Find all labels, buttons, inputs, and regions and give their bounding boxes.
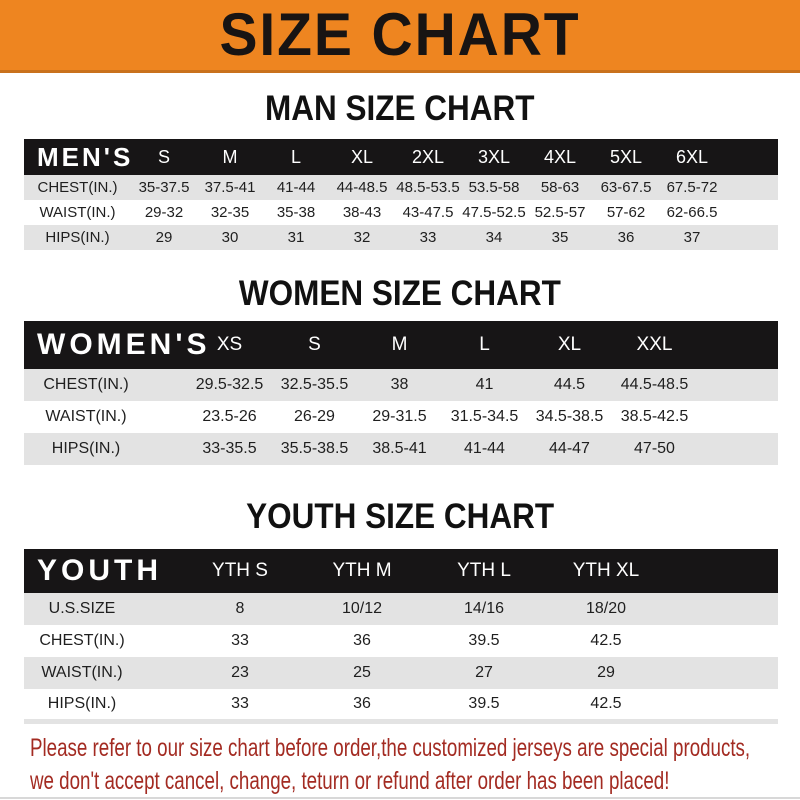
- size-cell: 47.5-52.5: [462, 204, 526, 221]
- row-label: HIPS(IN.): [51, 440, 121, 457]
- row-label: CHEST(IN.): [43, 376, 129, 393]
- size-cell: 42.5: [590, 632, 622, 649]
- table-row: [24, 175, 778, 200]
- men-size-table: [24, 139, 778, 250]
- size-cell: 31.5-34.5: [450, 408, 519, 425]
- size-cell: 18/20: [585, 600, 627, 617]
- men-section-heading-wrap: [0, 89, 800, 129]
- men-table-title: MEN'S: [24, 139, 131, 175]
- size-cell: 52.5-57: [534, 204, 586, 221]
- men-column-header: 2XL: [395, 139, 461, 175]
- filler-cell: [697, 369, 778, 401]
- filler-cell: [667, 593, 778, 625]
- size-cell: 10/12: [341, 600, 383, 617]
- youth-table-title: YOUTH: [24, 549, 179, 593]
- size-cell: 34.5-38.5: [535, 408, 604, 425]
- size-cell: 44-47: [549, 440, 590, 457]
- filler-cell: [667, 689, 778, 721]
- table-row: [24, 433, 778, 465]
- women-column-header: L: [442, 321, 527, 369]
- header-filler: [697, 321, 778, 369]
- size-cell: 44.5-48.5: [620, 376, 689, 393]
- women-column-header: M: [357, 321, 442, 369]
- row-label: CHEST(IN.): [37, 179, 118, 196]
- women-header-row: [24, 321, 778, 369]
- size-cell: 14/16: [463, 600, 505, 617]
- size-cell: 41-44: [276, 179, 316, 196]
- size-cell: 44-48.5: [336, 179, 388, 196]
- size-cell: 67.5-72: [666, 179, 718, 196]
- size-cell: 36: [617, 229, 635, 246]
- women-table-title: WOMEN'S: [24, 321, 187, 369]
- filler-cell: [725, 225, 778, 250]
- row-label: WAIST(IN.): [45, 408, 127, 425]
- women-column-header: XS: [187, 321, 272, 369]
- row-label: CHEST(IN.): [39, 632, 125, 649]
- size-cell: 33: [419, 229, 437, 246]
- filler-cell: [667, 625, 778, 657]
- banner-title: SIZE CHART: [219, 1, 581, 68]
- size-cell: 41: [475, 376, 494, 393]
- size-cell: 35: [551, 229, 569, 246]
- table-row: [24, 657, 778, 689]
- header-filler: [667, 549, 778, 593]
- size-cell: 47-50: [634, 440, 675, 457]
- row-label: U.S.SIZE: [48, 600, 116, 617]
- size-cell: 37: [683, 229, 701, 246]
- size-cell: 33-35.5: [202, 440, 257, 457]
- filler-cell: [725, 175, 778, 200]
- men-column-header: L: [263, 139, 329, 175]
- size-cell: 43-47.5: [402, 204, 454, 221]
- men-column-header: M: [197, 139, 263, 175]
- table-row: [24, 225, 778, 250]
- size-cell: 63-67.5: [600, 179, 652, 196]
- size-cell: 41-44: [464, 440, 505, 457]
- men-column-header: 6XL: [659, 139, 725, 175]
- women-column-header: XXL: [612, 321, 697, 369]
- footer-note-line1: Please refer to our size chart before order,the customized jerseys are special products,: [30, 733, 751, 762]
- youth-column-header: YTH M: [301, 549, 423, 593]
- row-label: WAIST(IN.): [39, 204, 116, 221]
- youth-column-header: YTH XL: [545, 549, 667, 593]
- size-cell: 31: [287, 229, 305, 246]
- filler-cell: [667, 657, 778, 689]
- youth-section-heading-wrap: [0, 497, 800, 537]
- men-section-heading: MAN SIZE CHART: [265, 89, 535, 128]
- size-cell: 35-37.5: [138, 179, 190, 196]
- header-filler: [725, 139, 778, 175]
- size-cell: 29-32: [144, 204, 184, 221]
- men-column-header: 3XL: [461, 139, 527, 175]
- size-cell: 32-35: [210, 204, 250, 221]
- table-row: [24, 625, 778, 657]
- size-cell: 32.5-35.5: [280, 376, 349, 393]
- size-cell: 33: [231, 694, 249, 712]
- size-cell: 58-63: [540, 179, 580, 196]
- size-cell: 53.5-58: [468, 179, 520, 196]
- table-row: [24, 593, 778, 625]
- men-column-header: 5XL: [593, 139, 659, 175]
- men-header-row: [24, 139, 778, 175]
- size-cell: 8: [235, 600, 245, 617]
- table-row: [24, 200, 778, 225]
- size-cell: 29: [597, 664, 615, 681]
- size-cell: 34: [485, 229, 503, 246]
- size-cell: 38-43: [342, 204, 382, 221]
- footer-note: [30, 732, 800, 798]
- size-cell: 38: [390, 376, 409, 393]
- row-label: WAIST(IN.): [41, 664, 123, 681]
- size-cell: 30: [221, 229, 239, 246]
- filler-cell: [725, 200, 778, 225]
- youth-header-row: [24, 549, 778, 593]
- filler-cell: [697, 433, 778, 465]
- women-column-header: S: [272, 321, 357, 369]
- table-row: [24, 689, 778, 721]
- women-section-heading: WOMEN SIZE CHART: [238, 274, 561, 313]
- size-cell: 29.5-32.5: [195, 376, 264, 393]
- row-label: HIPS(IN.): [45, 229, 110, 246]
- youth-size-table: [24, 549, 778, 724]
- women-column-header: XL: [527, 321, 612, 369]
- size-cell: 42.5: [590, 694, 622, 712]
- size-cell: 44.5: [553, 376, 586, 393]
- size-cell: 35-38: [276, 204, 316, 221]
- size-cell: 38.5-42.5: [620, 408, 689, 425]
- size-cell: 29-31.5: [372, 408, 427, 425]
- youth-column-header: YTH L: [423, 549, 545, 593]
- size-cell: 57-62: [606, 204, 646, 221]
- size-cell: 23: [231, 664, 249, 681]
- youth-column-header: YTH S: [179, 549, 301, 593]
- size-cell: 33: [231, 632, 249, 649]
- bottom-divider: [0, 797, 800, 799]
- table-row: [24, 369, 778, 401]
- women-size-table: [24, 321, 778, 465]
- size-cell: 37.5-41: [204, 179, 256, 196]
- size-cell: 38.5-41: [372, 440, 427, 457]
- size-cell: 62-66.5: [666, 204, 718, 221]
- size-cell: 48.5-53.5: [396, 179, 460, 196]
- size-cell: 39.5: [468, 694, 500, 712]
- size-cell: 39.5: [468, 632, 500, 649]
- size-cell: 27: [475, 664, 493, 681]
- size-cell: 26-29: [294, 408, 335, 425]
- filler-cell: [697, 401, 778, 433]
- footer-note-line2: we don't accept cancel, change, teturn or refund after order has been placed!: [30, 766, 670, 795]
- size-chart-banner: [0, 0, 800, 73]
- size-cell: 36: [353, 694, 371, 712]
- men-column-header: S: [131, 139, 197, 175]
- table-row: [24, 401, 778, 433]
- men-column-header: 4XL: [527, 139, 593, 175]
- youth-section-heading: YOUTH SIZE CHART: [245, 497, 554, 536]
- size-cell: 35.5-38.5: [280, 440, 349, 457]
- row-label: HIPS(IN.): [47, 694, 117, 712]
- size-cell: 36: [353, 632, 371, 649]
- size-cell: 29: [155, 229, 173, 246]
- women-section-heading-wrap: [0, 274, 800, 314]
- size-cell: 23.5-26: [202, 408, 257, 425]
- size-cell: 25: [353, 664, 371, 681]
- size-cell: 32: [353, 229, 371, 246]
- men-column-header: XL: [329, 139, 395, 175]
